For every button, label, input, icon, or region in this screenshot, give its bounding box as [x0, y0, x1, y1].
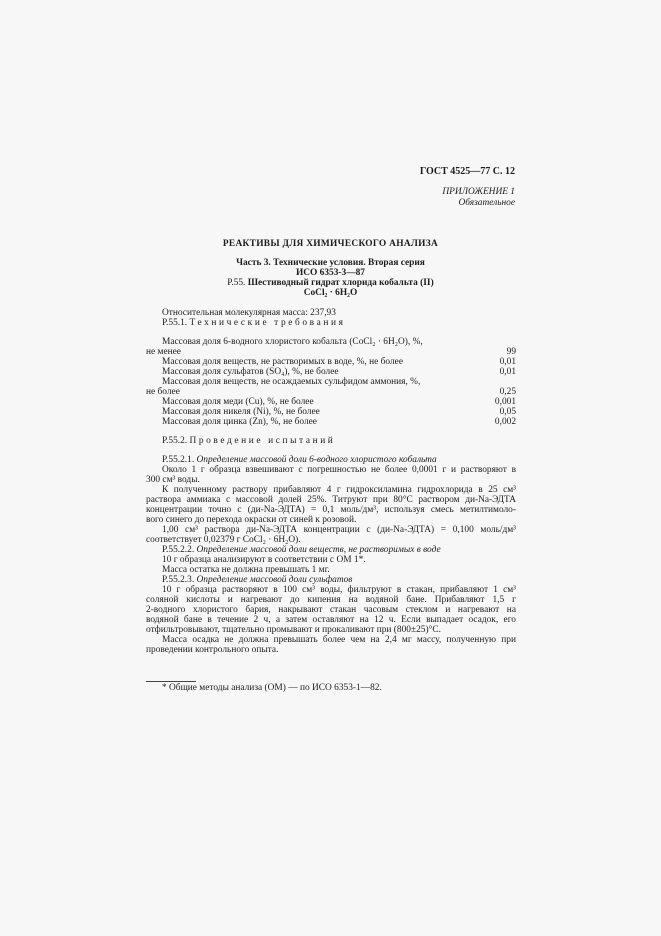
requirement-value: 0,05 [499, 407, 516, 417]
paragraph-line: соляной кислоты и нагревают до кипения на водяной бане. Прибавляют 1,5 г [146, 595, 516, 605]
requirement-row [146, 387, 516, 397]
paragraph-line: К полученному раствору прибавляют 4 г гидроксиламина гидрохлорида в 25 см³ [162, 485, 516, 495]
requirements-heading [162, 318, 346, 328]
paragraph-line: водяной бане в течение 2 ч, а затем оставляют на 12 ч. Если выпадает осадок, его [146, 615, 516, 625]
requirement-row [146, 397, 516, 407]
appendix-label: ПРИЛОЖЕНИЕ 1 [442, 187, 515, 197]
section-heading [162, 575, 352, 585]
paragraph-line: 2-водного хлористого бария, накрывают стакан часовым стеклом и нагревают на [146, 605, 516, 615]
footnote-rule [146, 681, 196, 682]
tests-heading-number: Р.55.2. [162, 436, 188, 446]
paragraph-line: проведении контрольного опыта. [146, 645, 279, 655]
reagent-number: Р.55. [227, 278, 246, 288]
requirement-row [146, 337, 516, 347]
paragraph-line: Около 1 г образца взвешивают с погрешностью не более 0,0001 г и растворяют в [162, 465, 516, 475]
requirement-value: 0,01 [499, 357, 516, 367]
requirement-value: 0,01 [499, 367, 516, 377]
standard-page-number: ГОСТ 4525—77 С. 12 [419, 166, 515, 177]
requirement-label: Массовая доля сульфатов (SO₄), %, не более [162, 367, 339, 377]
paragraph-line: Масса осадка не должна превышать более чем на 2,4 мг массу, полученную при [162, 635, 516, 645]
section-number: Р.55.2.2. [162, 545, 195, 555]
appendix-status: Обязательное [458, 198, 515, 208]
tests-heading-text: Проведение испытаний [189, 436, 336, 446]
paragraph-line: 1,00 см³ раствора ди-Na-ЭДТА концентрации с (ди-Na-ЭДТА) = 0,100 моль/дм³ [162, 525, 516, 535]
section-number: Р.55.2.1. [162, 455, 195, 465]
requirement-value: 0,001 [494, 397, 516, 407]
section-title: Определение массовой доли веществ, не растворимых в воде [196, 545, 441, 555]
requirements-heading-number: Р.55.1. [162, 318, 188, 328]
document-title: РЕАКТИВЫ ДЛЯ ХИМИЧЕСКОГО АНАЛИЗА [222, 239, 439, 249]
section-title: Определение массовой доли сульфатов [196, 575, 353, 585]
requirement-label: Массовая доля 6-водного хлористого кобальта (CoCl₂ · 6H₂O), %, [162, 337, 423, 347]
section-title: Определение массовой доли 6-водного хлористого кобальта [196, 455, 437, 465]
paragraph-line: соответствует 0,02379 г CoCl₂ · 6H₂O). [146, 535, 301, 545]
requirement-label: Массовая доля цинка (Zn), %, не более [162, 417, 317, 427]
paragraph-line: 10 г образца анализируют в соответствии с ОМ 1*. [162, 555, 366, 565]
reagent-formula: CoCl₂ · 6H₂O [303, 288, 358, 298]
paragraph-line: 300 см³ воды. [146, 475, 200, 485]
iso-number: ИСО 6353-3—87 [295, 268, 365, 278]
requirement-row [146, 367, 516, 377]
section-heading [162, 455, 437, 465]
reagent-heading [0, 278, 661, 288]
section-heading [162, 545, 441, 555]
paragraph-line: Масса остатка не должна превышать 1 мг. [162, 565, 330, 575]
tests-heading [162, 436, 335, 446]
reagent-name: Шестиводный гидрат хлорида кобальта (II) [247, 278, 434, 288]
paragraph-line: концентрации точно с (ди-Na-ЭДТА) = 0,1 моль/дм³, используя смесь метилтимоло- [146, 505, 516, 515]
requirement-value: 99 [506, 347, 516, 357]
requirement-continuation: не более [146, 387, 180, 397]
paragraph-line: 10 г образца растворяют в 100 см³ воды, фильтруют в стакан, прибавляют 1 см³ [162, 585, 516, 595]
molar-mass: Относительная молекулярная масса: 237,93 [162, 308, 336, 318]
requirement-value: 0,002 [494, 417, 516, 427]
paragraph-line: отфильтровывают, тщательно промывают и прокаливают при (800±25)°С. [146, 625, 441, 635]
paragraph-line: раствора аммиака с массовой долей 25%. Титруют при 80°С раствором ди-Na-ЭДТА [146, 495, 516, 505]
paragraph-line: вого синего до перехода окраски от синей к розовой. [146, 515, 357, 525]
requirement-row [146, 407, 516, 417]
footnote: * Общие методы анализа (ОМ) — по ИСО 6353-1—82. [162, 683, 382, 693]
requirement-row [146, 377, 516, 387]
requirement-label: Массовая доля веществ, не растворимых в воде, %, не более [162, 357, 403, 367]
requirement-continuation: не менее [146, 347, 181, 357]
part-title: Часть 3. Технические условия. Вторая серия [236, 258, 425, 268]
requirement-label: Массовая доля никеля (Ni), %, не более [162, 407, 320, 417]
requirement-row [146, 347, 516, 357]
requirement-value: 0,25 [499, 387, 516, 397]
requirements-heading-text: Технические требования [189, 318, 346, 328]
requirement-row [146, 357, 516, 367]
requirement-label: Массовая доля веществ, не осаждаемых сульфидом аммония, %, [162, 377, 421, 387]
section-number: Р.55.2.3. [162, 575, 195, 585]
requirement-label: Массовая доля меди (Cu), %, не более [162, 397, 314, 407]
requirement-row [146, 417, 516, 427]
